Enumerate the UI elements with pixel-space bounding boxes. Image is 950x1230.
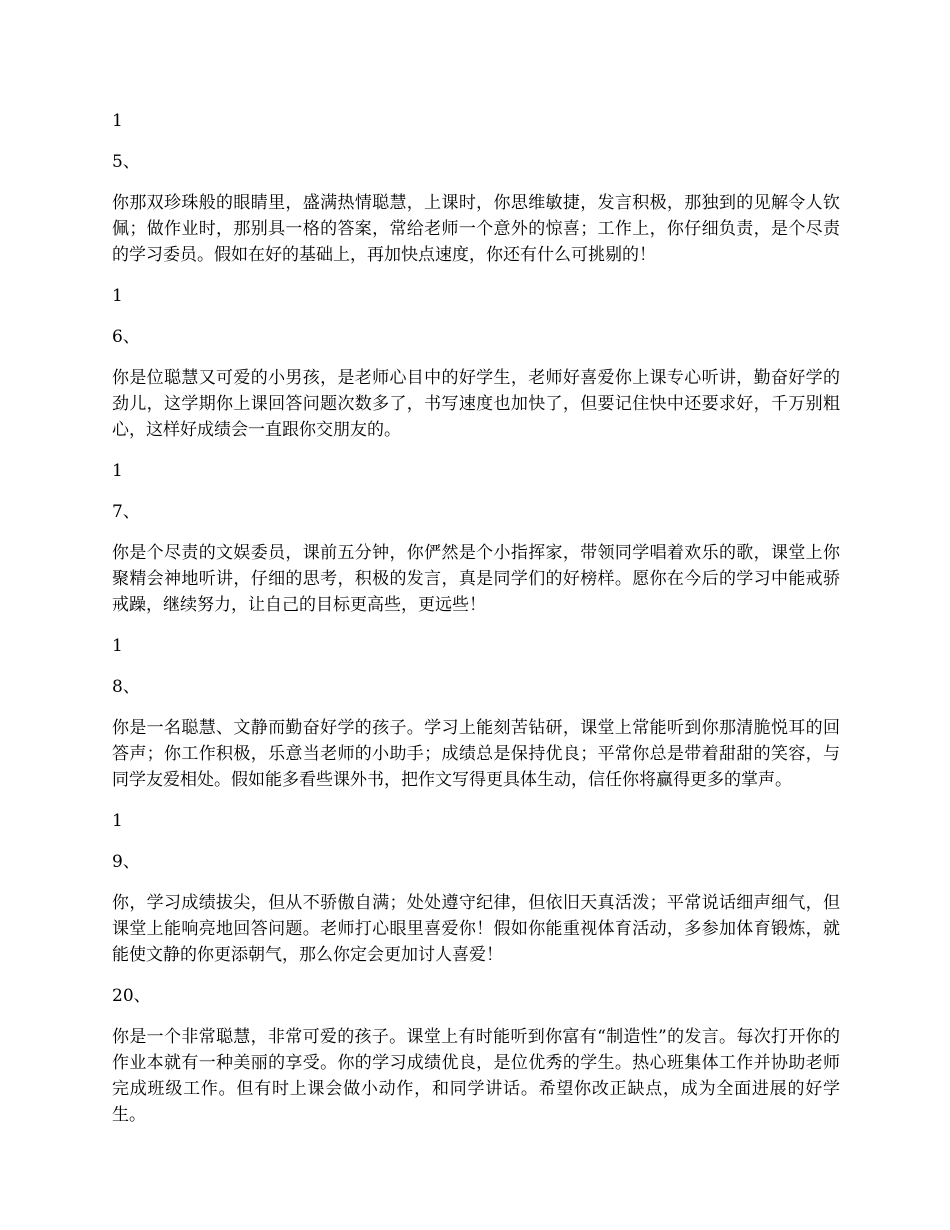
comment-paragraph-7: 你是个尽责的文娱委员，课前五分钟，你俨然是个小指挥家，带领同学唱着欢乐的歌，课堂上你聚精会神地听讲，仔细的思考，积极的发言，真是同学们的好榜样。愿你在今后的学习中能戒骄戒躁，继续努力，让自己的目标更高些，更远些！	[112, 543, 840, 615]
page-number-label: 1	[112, 286, 123, 306]
item-number-9: 9、	[112, 852, 140, 872]
page-number-label: 1	[112, 636, 123, 656]
comment-paragraph-9: 你，学习成绩拔尖，但从不骄傲自满；处处遵守纪律，但依旧天真活泼；平常说话细声细气，但课堂上能响亮地回答问题。老师打心眼里喜爱你！假如你能重视体育活动，多参加体育锻炼，就能使文静的你更添朝气，那么你定会更加讨人喜爱！	[112, 893, 840, 965]
comment-paragraph-20: 你是一个非常聪慧，非常可爱的孩子。课堂上有时能听到你富有“制造性”的发言。每次打开你的作业本就有一种美丽的享受。你的学习成绩优良，是位优秀的学生。热心班集体工作并协助老师完成班级工作。但有时上课会做小动作，和同学讲话。希望你改正缺点，成为全面进展的好学生。	[112, 1027, 840, 1125]
item-number-7: 7、	[112, 502, 140, 522]
item-number-8: 8、	[112, 677, 140, 697]
item-number-20: 20、	[112, 986, 151, 1006]
item-number-5: 5、	[112, 152, 140, 172]
page-number-label: 1	[112, 461, 123, 481]
item-number-6: 6、	[112, 327, 140, 347]
comment-paragraph-5: 你那双珍珠般的眼睛里，盛满热情聪慧，上课时，你思维敏捷，发言积极，那独到的见解令人钦佩；做作业时，那别具一格的答案，常给老师一个意外的惊喜；工作上，你仔细负责，是个尽责的学习委员。假如在好的基础上，再加快点速度，你还有什么可挑剔的！	[112, 193, 840, 265]
page-number-label: 1	[112, 111, 123, 131]
comment-paragraph-6: 你是位聪慧又可爱的小男孩，是老师心目中的好学生，老师好喜爱你上课专心听讲，勤奋好学的劲儿，这学期你上课回答问题次数多了，书写速度也加快了，但要记住快中还要求好，千万别粗心，这样好成绩会一直跟你交朋友的。	[112, 368, 840, 440]
page-number-label: 1	[112, 811, 123, 831]
comment-paragraph-8: 你是一名聪慧、文静而勤奋好学的孩子。学习上能刻苦钻研，课堂上常能听到你那清脆悦耳的回答声；你工作积极，乐意当老师的小助手；成绩总是保持优良；平常你总是带着甜甜的笑容，与同学友爱相处。假如能多看些课外书，把作文写得更具体生动，信任你将赢得更多的掌声。	[112, 718, 840, 790]
document-page	[112, 108, 840, 1128]
